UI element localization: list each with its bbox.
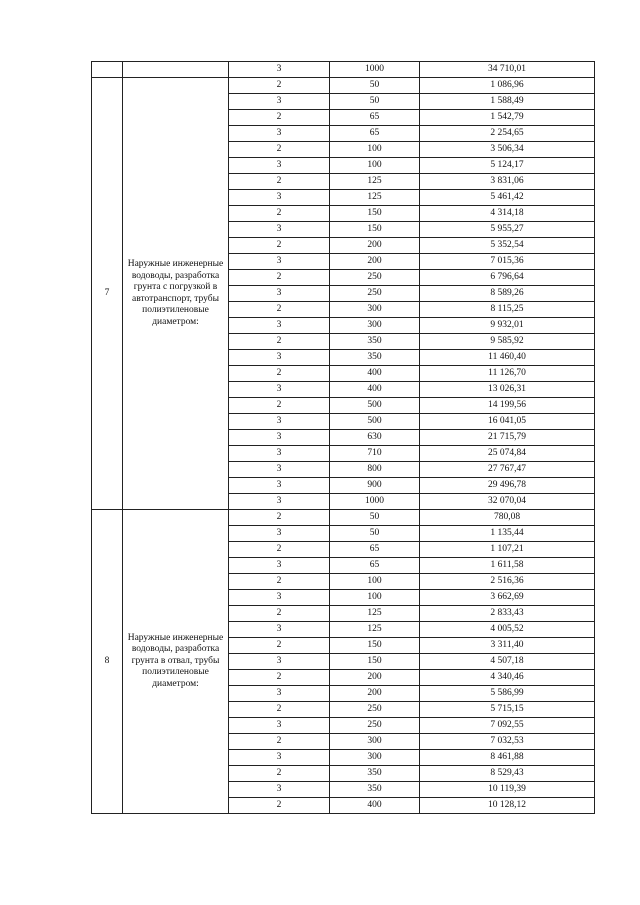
depth-cell: 3 [229, 622, 330, 638]
depth-cell: 2 [229, 702, 330, 718]
price-cell: 1 611,58 [420, 558, 595, 574]
depth-cell: 3 [229, 686, 330, 702]
depth-cell: 3 [229, 62, 330, 78]
diameter-cell: 250 [330, 718, 420, 734]
table-row [92, 78, 595, 94]
depth-cell: 2 [229, 302, 330, 318]
price-cell: 4 340,46 [420, 670, 595, 686]
depth-cell: 3 [229, 718, 330, 734]
price-cell: 1 086,96 [420, 78, 595, 94]
item-description-cell: Наружные инженерные водоводы, разработка грунта в отвал, трубы полиэтиленовые диаметром: [123, 510, 229, 814]
price-cell: 3 831,06 [420, 174, 595, 190]
depth-cell: 3 [229, 350, 330, 366]
price-cell: 780,08 [420, 510, 595, 526]
depth-cell: 3 [229, 446, 330, 462]
depth-cell: 3 [229, 462, 330, 478]
price-cell: 4 314,18 [420, 206, 595, 222]
diameter-cell: 400 [330, 366, 420, 382]
price-cell: 4 507,18 [420, 654, 595, 670]
depth-cell: 2 [229, 142, 330, 158]
price-cell: 7 015,36 [420, 254, 595, 270]
price-cell: 4 005,52 [420, 622, 595, 638]
table-row [92, 510, 595, 526]
diameter-cell: 250 [330, 286, 420, 302]
diameter-cell: 65 [330, 542, 420, 558]
depth-cell: 2 [229, 334, 330, 350]
diameter-cell: 350 [330, 334, 420, 350]
price-cell: 25 074,84 [420, 446, 595, 462]
diameter-cell: 50 [330, 526, 420, 542]
diameter-cell: 710 [330, 446, 420, 462]
depth-cell: 2 [229, 366, 330, 382]
price-cell: 1 542,79 [420, 110, 595, 126]
diameter-cell: 200 [330, 254, 420, 270]
depth-cell: 2 [229, 510, 330, 526]
price-cell: 27 767,47 [420, 462, 595, 478]
depth-cell: 2 [229, 110, 330, 126]
depth-cell: 3 [229, 318, 330, 334]
price-cell: 8 529,43 [420, 766, 595, 782]
diameter-cell: 630 [330, 430, 420, 446]
depth-cell: 3 [229, 158, 330, 174]
depth-cell: 3 [229, 382, 330, 398]
diameter-cell: 300 [330, 302, 420, 318]
price-cell: 1 588,49 [420, 94, 595, 110]
depth-cell: 2 [229, 174, 330, 190]
diameter-cell: 100 [330, 158, 420, 174]
price-cell: 3 311,40 [420, 638, 595, 654]
diameter-cell: 200 [330, 670, 420, 686]
depth-cell: 2 [229, 734, 330, 750]
price-cell: 6 796,64 [420, 270, 595, 286]
diameter-cell: 150 [330, 654, 420, 670]
diameter-cell: 500 [330, 414, 420, 430]
diameter-cell: 300 [330, 734, 420, 750]
depth-cell: 3 [229, 222, 330, 238]
price-cell: 13 026,31 [420, 382, 595, 398]
depth-cell: 2 [229, 670, 330, 686]
diameter-cell: 50 [330, 94, 420, 110]
depth-cell: 3 [229, 526, 330, 542]
diameter-cell: 150 [330, 206, 420, 222]
price-cell: 32 070,04 [420, 494, 595, 510]
diameter-cell: 500 [330, 398, 420, 414]
table-row [92, 62, 595, 78]
item-description-cell [123, 62, 229, 78]
price-cell: 7 032,53 [420, 734, 595, 750]
diameter-cell: 900 [330, 478, 420, 494]
depth-cell: 3 [229, 558, 330, 574]
depth-cell: 3 [229, 494, 330, 510]
diameter-cell: 400 [330, 382, 420, 398]
price-cell: 2 254,65 [420, 126, 595, 142]
depth-cell: 3 [229, 254, 330, 270]
price-cell: 9 585,92 [420, 334, 595, 350]
price-table-body [92, 62, 595, 814]
price-cell: 5 586,99 [420, 686, 595, 702]
depth-cell: 3 [229, 190, 330, 206]
depth-cell: 2 [229, 206, 330, 222]
diameter-cell: 300 [330, 750, 420, 766]
price-cell: 5 352,54 [420, 238, 595, 254]
depth-cell: 3 [229, 94, 330, 110]
item-description-cell: Наружные инженерные водоводы, разработка грунта с погрузкой в автотранспорт, трубы полиэтиленовые диаметром: [123, 78, 229, 510]
depth-cell: 2 [229, 638, 330, 654]
price-cell: 10 128,12 [420, 798, 595, 814]
diameter-cell: 250 [330, 702, 420, 718]
depth-cell: 2 [229, 574, 330, 590]
price-cell: 5 461,42 [420, 190, 595, 206]
price-cell: 8 115,25 [420, 302, 595, 318]
price-cell: 3 506,34 [420, 142, 595, 158]
depth-cell: 3 [229, 750, 330, 766]
diameter-cell: 1000 [330, 494, 420, 510]
diameter-cell: 300 [330, 318, 420, 334]
depth-cell: 3 [229, 414, 330, 430]
diameter-cell: 150 [330, 638, 420, 654]
diameter-cell: 250 [330, 270, 420, 286]
price-table-page [91, 61, 594, 844]
price-cell: 2 516,36 [420, 574, 595, 590]
price-cell: 5 124,17 [420, 158, 595, 174]
diameter-cell: 150 [330, 222, 420, 238]
diameter-cell: 125 [330, 174, 420, 190]
diameter-cell: 350 [330, 782, 420, 798]
price-cell: 10 119,39 [420, 782, 595, 798]
depth-cell: 2 [229, 766, 330, 782]
depth-cell: 3 [229, 430, 330, 446]
diameter-cell: 65 [330, 558, 420, 574]
diameter-cell: 400 [330, 798, 420, 814]
depth-cell: 3 [229, 590, 330, 606]
diameter-cell: 65 [330, 110, 420, 126]
diameter-cell: 350 [330, 766, 420, 782]
price-cell: 14 199,56 [420, 398, 595, 414]
diameter-cell: 50 [330, 78, 420, 94]
price-cell: 2 833,43 [420, 606, 595, 622]
diameter-cell: 350 [330, 350, 420, 366]
diameter-cell: 200 [330, 686, 420, 702]
item-number-cell: 8 [92, 510, 123, 814]
price-cell: 11 126,70 [420, 366, 595, 382]
price-cell: 21 715,79 [420, 430, 595, 446]
item-number-cell: 7 [92, 78, 123, 510]
price-cell: 8 589,26 [420, 286, 595, 302]
price-table [91, 61, 595, 814]
diameter-cell: 65 [330, 126, 420, 142]
price-cell: 16 041,05 [420, 414, 595, 430]
depth-cell: 2 [229, 270, 330, 286]
depth-cell: 2 [229, 606, 330, 622]
price-cell: 34 710,01 [420, 62, 595, 78]
diameter-cell: 50 [330, 510, 420, 526]
price-cell: 5 715,15 [420, 702, 595, 718]
diameter-cell: 100 [330, 574, 420, 590]
price-cell: 29 496,78 [420, 478, 595, 494]
price-cell: 5 955,27 [420, 222, 595, 238]
diameter-cell: 800 [330, 462, 420, 478]
price-cell: 1 107,21 [420, 542, 595, 558]
price-cell: 11 460,40 [420, 350, 595, 366]
depth-cell: 2 [229, 542, 330, 558]
depth-cell: 3 [229, 782, 330, 798]
price-cell: 1 135,44 [420, 526, 595, 542]
diameter-cell: 125 [330, 190, 420, 206]
depth-cell: 3 [229, 126, 330, 142]
price-cell: 9 932,01 [420, 318, 595, 334]
item-number-cell [92, 62, 123, 78]
diameter-cell: 200 [330, 238, 420, 254]
price-cell: 7 092,55 [420, 718, 595, 734]
depth-cell: 2 [229, 798, 330, 814]
depth-cell: 2 [229, 238, 330, 254]
depth-cell: 3 [229, 286, 330, 302]
depth-cell: 3 [229, 478, 330, 494]
diameter-cell: 125 [330, 622, 420, 638]
price-cell: 8 461,88 [420, 750, 595, 766]
depth-cell: 2 [229, 78, 330, 94]
depth-cell: 2 [229, 398, 330, 414]
diameter-cell: 1000 [330, 62, 420, 78]
diameter-cell: 100 [330, 590, 420, 606]
depth-cell: 3 [229, 654, 330, 670]
price-cell: 3 662,69 [420, 590, 595, 606]
diameter-cell: 100 [330, 142, 420, 158]
diameter-cell: 125 [330, 606, 420, 622]
